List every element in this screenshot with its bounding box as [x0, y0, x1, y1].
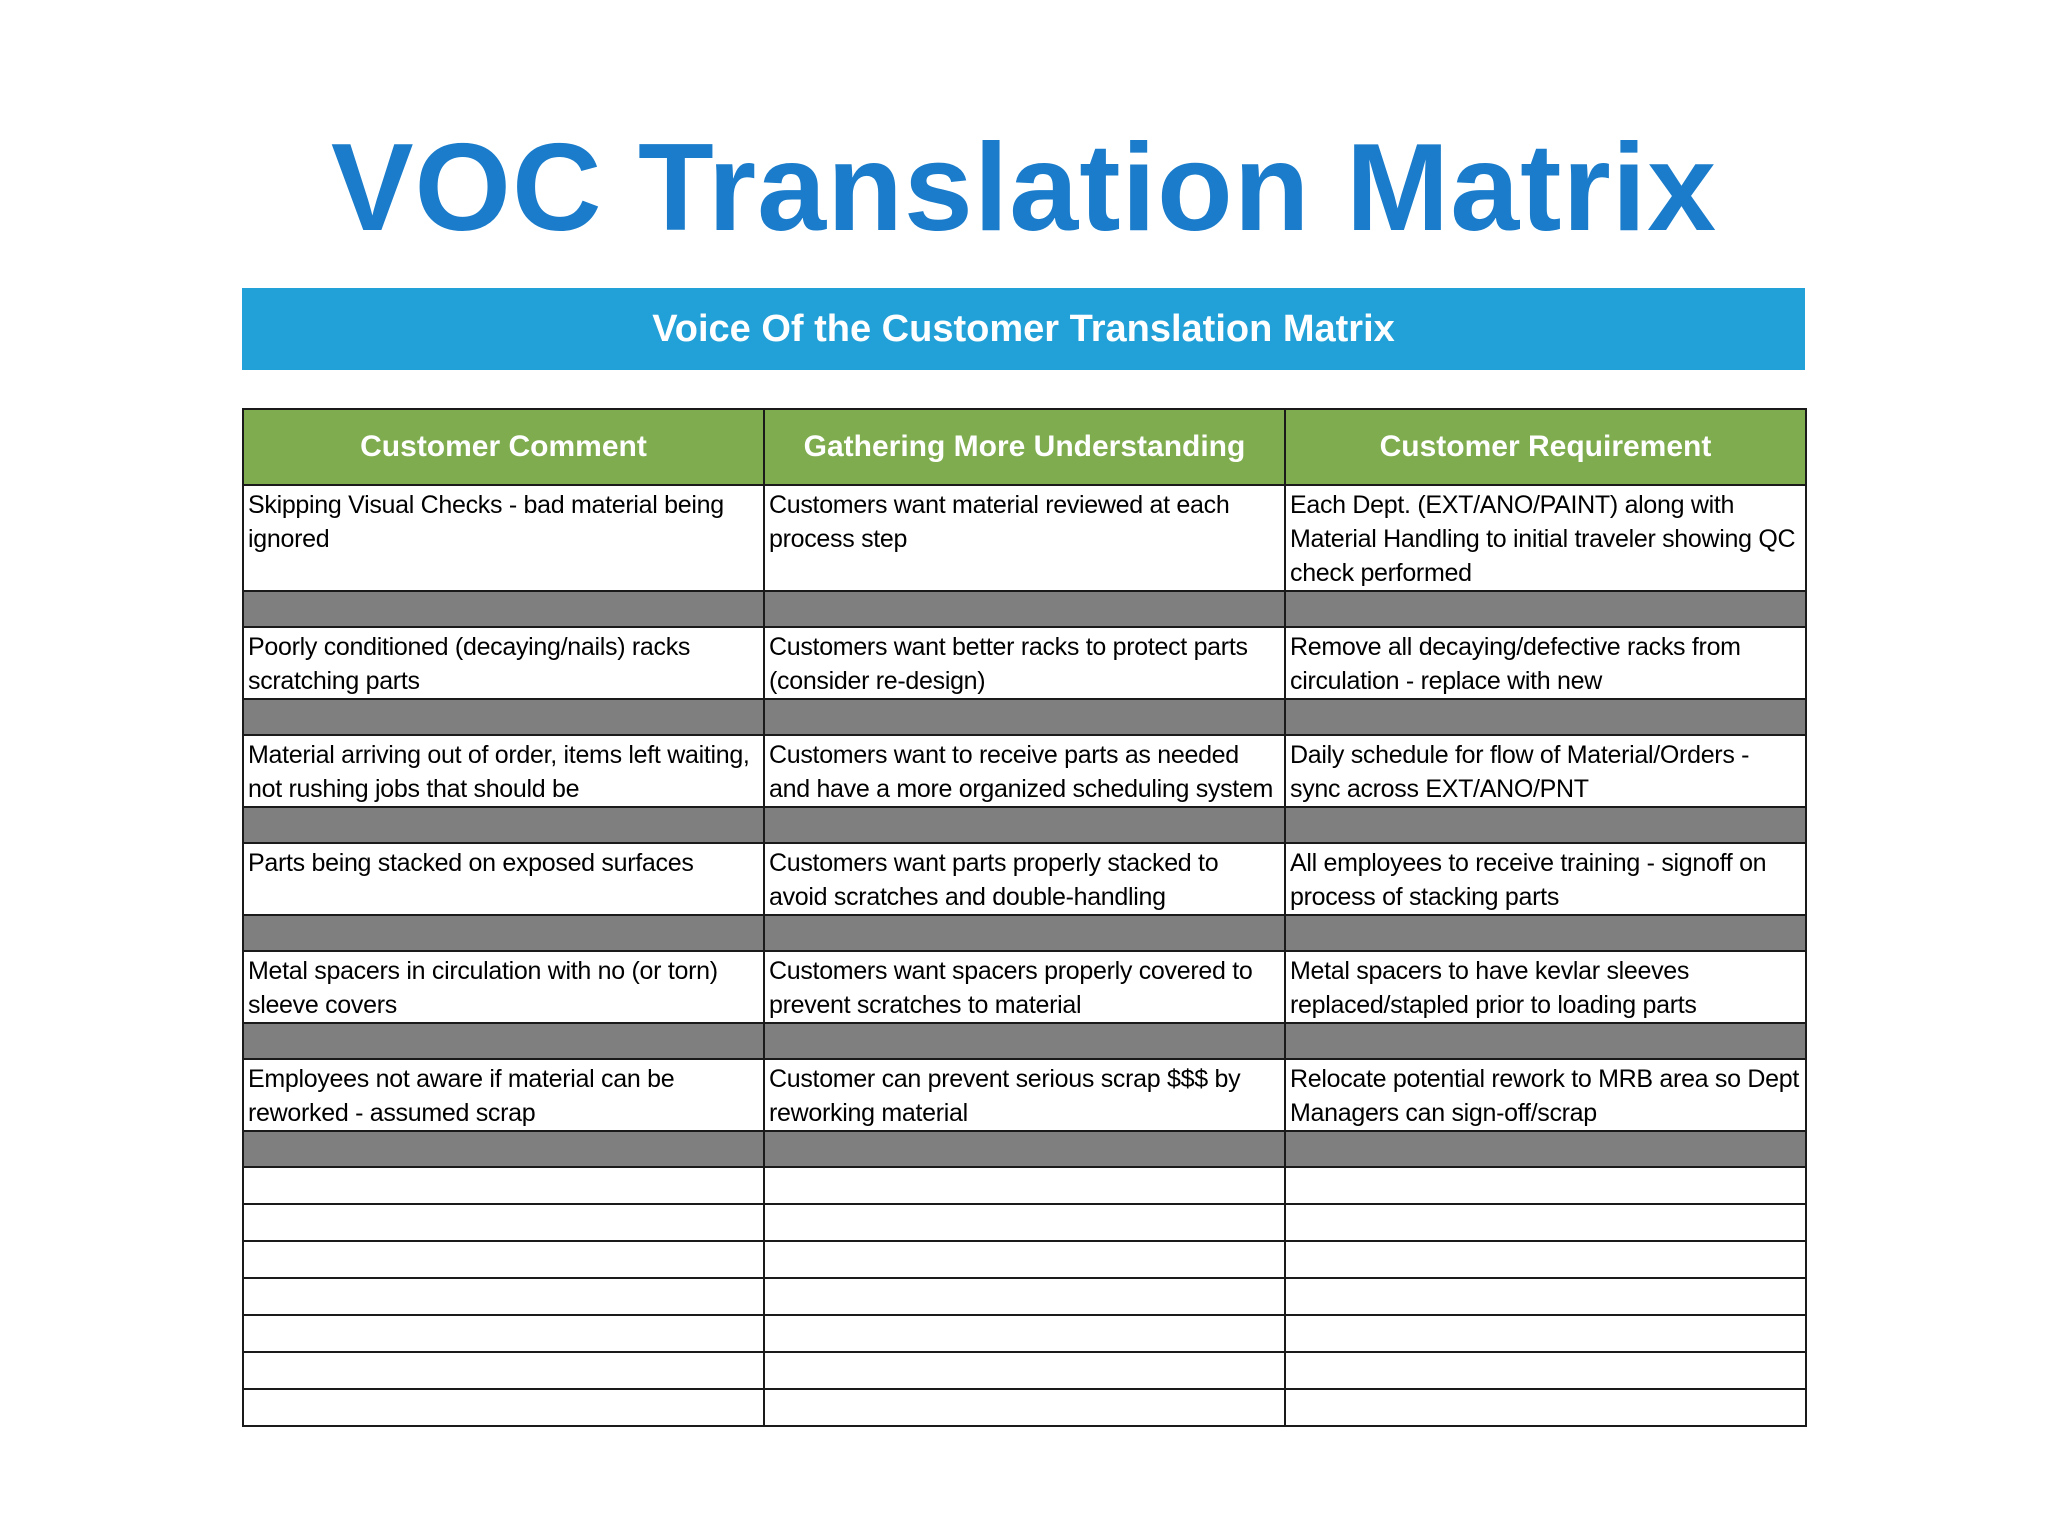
blank-cell[interactable]	[764, 1315, 1285, 1352]
blank-row	[243, 1352, 1806, 1389]
blank-cell[interactable]	[764, 1241, 1285, 1278]
blank-cell[interactable]	[764, 1167, 1285, 1204]
blank-cell[interactable]	[243, 1315, 764, 1352]
separator-cell	[243, 807, 764, 843]
blank-cell[interactable]	[764, 1352, 1285, 1389]
separator-row	[243, 915, 1806, 951]
requirement-cell[interactable]: Relocate potential rework to MRB area so Dept Managers can sign-off/scrap	[1285, 1059, 1806, 1131]
separator-cell	[1285, 915, 1806, 951]
header-customer-requirement: Customer Requirement	[1285, 409, 1806, 485]
blank-cell[interactable]	[1285, 1315, 1806, 1352]
blank-cell[interactable]	[764, 1278, 1285, 1315]
blank-cell[interactable]	[1285, 1352, 1806, 1389]
requirement-cell[interactable]: Metal spacers to have kevlar sleeves replaced/stapled prior to loading parts	[1285, 951, 1806, 1023]
blank-cell[interactable]	[764, 1204, 1285, 1241]
blank-cell[interactable]	[1285, 1278, 1806, 1315]
blank-cell[interactable]	[243, 1278, 764, 1315]
separator-cell	[764, 807, 1285, 843]
requirement-cell[interactable]: Each Dept. (EXT/ANO/PAINT) along with Material Handling to initial traveler showing QC check performed	[1285, 485, 1806, 591]
table-row	[243, 1059, 1806, 1131]
separator-cell	[764, 591, 1285, 627]
separator-cell	[764, 915, 1285, 951]
header-customer-comment: Customer Comment	[243, 409, 764, 485]
blank-row	[243, 1167, 1806, 1204]
blank-cell[interactable]	[243, 1204, 764, 1241]
comment-cell[interactable]: Poorly conditioned (decaying/nails) racks scratching parts	[243, 627, 764, 699]
blank-row	[243, 1241, 1806, 1278]
banner-text: Voice Of the Customer Translation Matrix	[652, 307, 1395, 350]
blank-row	[243, 1389, 1806, 1426]
page-title: VOC Translation Matrix	[330, 119, 1718, 257]
understanding-cell[interactable]: Customers want better racks to protect parts (consider re-design)	[764, 627, 1285, 699]
header-gathering-understanding: Gathering More Understanding	[764, 409, 1285, 485]
separator-row	[243, 807, 1806, 843]
table-row	[243, 735, 1806, 807]
separator-row	[243, 591, 1806, 627]
comment-cell[interactable]: Skipping Visual Checks - bad material being ignored	[243, 485, 764, 591]
separator-cell	[243, 1131, 764, 1167]
separator-cell	[1285, 591, 1806, 627]
separator-cell	[1285, 1023, 1806, 1059]
comment-cell[interactable]: Employees not aware if material can be reworked - assumed scrap	[243, 1059, 764, 1131]
blank-row	[243, 1278, 1806, 1315]
separator-cell	[243, 1023, 764, 1059]
separator-cell	[764, 1131, 1285, 1167]
understanding-cell[interactable]: Customers want spacers properly covered to prevent scratches to material	[764, 951, 1285, 1023]
subtitle-banner	[242, 288, 1805, 370]
table-row	[243, 843, 1806, 915]
comment-cell[interactable]: Parts being stacked on exposed surfaces	[243, 843, 764, 915]
blank-cell[interactable]	[764, 1389, 1285, 1426]
comment-cell[interactable]: Material arriving out of order, items left waiting, not rushing jobs that should be	[243, 735, 764, 807]
voc-matrix-table	[242, 408, 1807, 1427]
comment-cell[interactable]: Metal spacers in circulation with no (or torn) sleeve covers	[243, 951, 764, 1023]
blank-cell[interactable]	[1285, 1241, 1806, 1278]
blank-cell[interactable]	[243, 1352, 764, 1389]
blank-row	[243, 1204, 1806, 1241]
blank-cell[interactable]	[243, 1167, 764, 1204]
separator-row	[243, 1023, 1806, 1059]
blank-cell[interactable]	[243, 1241, 764, 1278]
table-row	[243, 951, 1806, 1023]
blank-cell[interactable]	[243, 1389, 764, 1426]
separator-cell	[243, 699, 764, 735]
table-row	[243, 485, 1806, 591]
blank-cell[interactable]	[1285, 1389, 1806, 1426]
blank-row	[243, 1315, 1806, 1352]
requirement-cell[interactable]: All employees to receive training - signoff on process of stacking parts	[1285, 843, 1806, 915]
blank-cell[interactable]	[1285, 1167, 1806, 1204]
table-header-row	[243, 409, 1806, 485]
requirement-cell[interactable]: Remove all decaying/defective racks from circulation - replace with new	[1285, 627, 1806, 699]
separator-cell	[764, 1023, 1285, 1059]
separator-row	[243, 1131, 1806, 1167]
separator-cell	[764, 699, 1285, 735]
table-row	[243, 627, 1806, 699]
understanding-cell[interactable]: Customer can prevent serious scrap $$$ by reworking material	[764, 1059, 1285, 1131]
blank-cell[interactable]	[1285, 1204, 1806, 1241]
separator-cell	[1285, 1131, 1806, 1167]
separator-row	[243, 699, 1806, 735]
understanding-cell[interactable]: Customers want parts properly stacked to avoid scratches and double-handling	[764, 843, 1285, 915]
separator-cell	[1285, 699, 1806, 735]
separator-cell	[1285, 807, 1806, 843]
requirement-cell[interactable]: Daily schedule for flow of Material/Orders - sync across EXT/ANO/PNT	[1285, 735, 1806, 807]
separator-cell	[243, 591, 764, 627]
separator-cell	[243, 915, 764, 951]
understanding-cell[interactable]: Customers want material reviewed at each process step	[764, 485, 1285, 591]
understanding-cell[interactable]: Customers want to receive parts as needed and have a more organized scheduling system	[764, 735, 1285, 807]
